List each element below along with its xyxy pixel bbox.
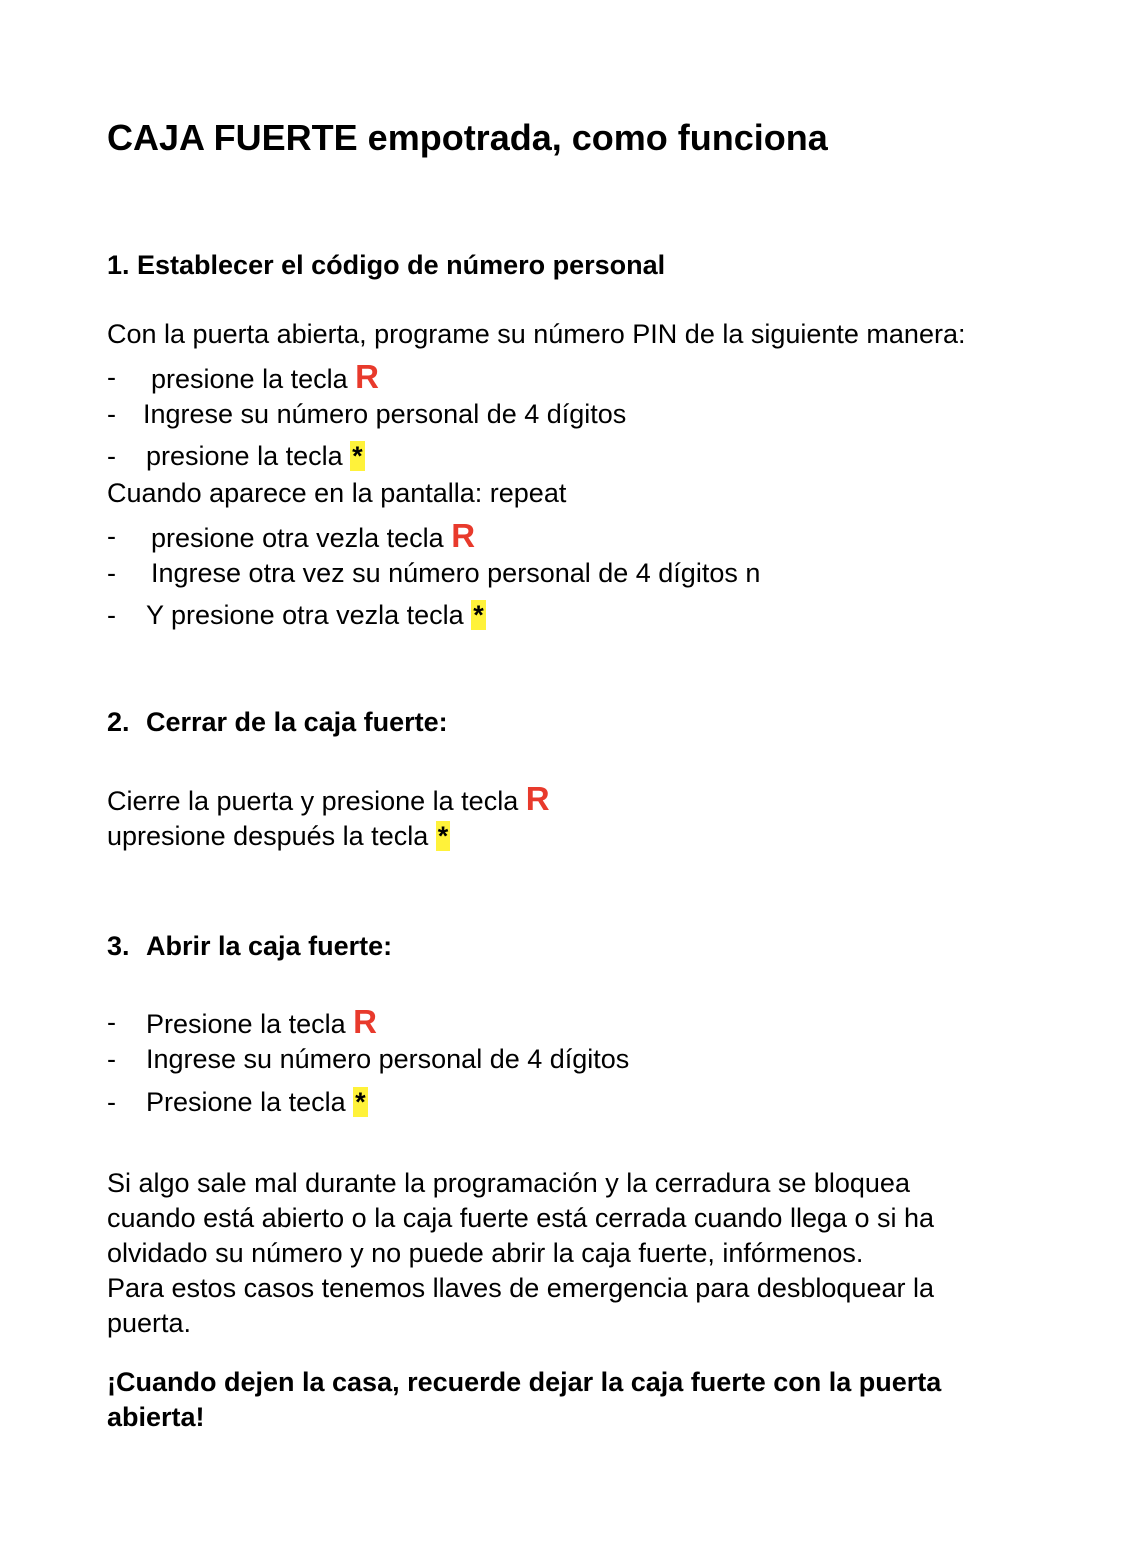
open-step-press-star	[146, 1085, 368, 1119]
open-step-enter-pin: Ingrese su número personal de 4 dígitos	[146, 1044, 630, 1074]
list-dash: -	[107, 399, 116, 429]
section-1-heading: 1. Establecer el código de número personal	[107, 250, 666, 280]
list-dash: -	[107, 558, 116, 588]
section-2-heading-number: 2.	[107, 707, 130, 737]
close-text: Cierre la puerta y presione la tecla	[107, 786, 519, 816]
key-r-label: R	[525, 780, 550, 817]
step-text: Y presione otra vezla tecla	[146, 600, 464, 630]
step-text: presione otra vezla tecla	[151, 523, 444, 553]
step-press-r-again	[151, 519, 475, 555]
open-step-press-r	[146, 1005, 377, 1041]
close-text: upresione después la tecla	[107, 821, 429, 851]
step-enter-pin-again: Ingrese otra vez su número personal de 4 dígitos n	[151, 558, 761, 588]
key-r-label: R	[353, 1003, 377, 1040]
key-r-label: R	[355, 358, 379, 395]
step-press-star	[146, 439, 365, 473]
key-star-label: *	[355, 1087, 366, 1117]
section-3-heading: Abrir la caja fuerte:	[146, 931, 393, 961]
step-text: Presione la tecla	[146, 1087, 346, 1117]
notice-line: Si algo sale mal durante la programación y la cerradura se bloquea	[107, 1168, 910, 1198]
list-dash: -	[107, 1007, 116, 1037]
section-1-intro: Con la puerta abierta, programe su número PIN de la siguiente manera:	[107, 319, 966, 349]
step-text: presione la tecla	[151, 364, 348, 394]
step-press-r	[151, 360, 379, 396]
key-star-label: *	[473, 600, 484, 630]
closing-reminder-line-2: abierta!	[107, 1402, 205, 1432]
repeat-line: Cuando aparece en la pantalla: repeat	[107, 478, 567, 508]
close-line-2	[107, 819, 450, 853]
notice-line: olvidado su número y no puede abrir la caja fuerte, infórmenos.	[107, 1238, 864, 1268]
list-dash: -	[107, 1044, 116, 1074]
key-r-label: R	[451, 517, 476, 554]
step-enter-pin: Ingrese su número personal de 4 dígitos	[143, 399, 627, 429]
document-title: CAJA FUERTE empotrada, como funciona	[107, 117, 828, 158]
step-press-star-again	[146, 598, 486, 632]
list-dash: -	[107, 600, 116, 630]
notice-line: Para estos casos tenemos llaves de emergencia para desbloquear la	[107, 1273, 934, 1303]
close-line-1	[107, 782, 550, 818]
section-2-heading: Cerrar de la caja fuerte:	[146, 707, 448, 737]
list-dash: -	[107, 441, 116, 471]
step-text: Presione la tecla	[146, 1009, 346, 1039]
section-3-heading-number: 3.	[107, 931, 130, 961]
key-star-label: *	[437, 821, 449, 851]
key-star-label: *	[352, 441, 363, 471]
list-dash: -	[107, 362, 116, 392]
list-dash: -	[107, 1087, 116, 1117]
closing-reminder-line-1: ¡Cuando dejen la casa, recuerde dejar la caja fuerte con la puerta	[107, 1367, 942, 1397]
notice-line: cuando está abierto o la caja fuerte está cerrada cuando llega o si ha	[107, 1203, 935, 1233]
list-dash: -	[107, 521, 116, 551]
step-text: presione la tecla	[146, 441, 343, 471]
notice-line: puerta.	[107, 1308, 192, 1338]
